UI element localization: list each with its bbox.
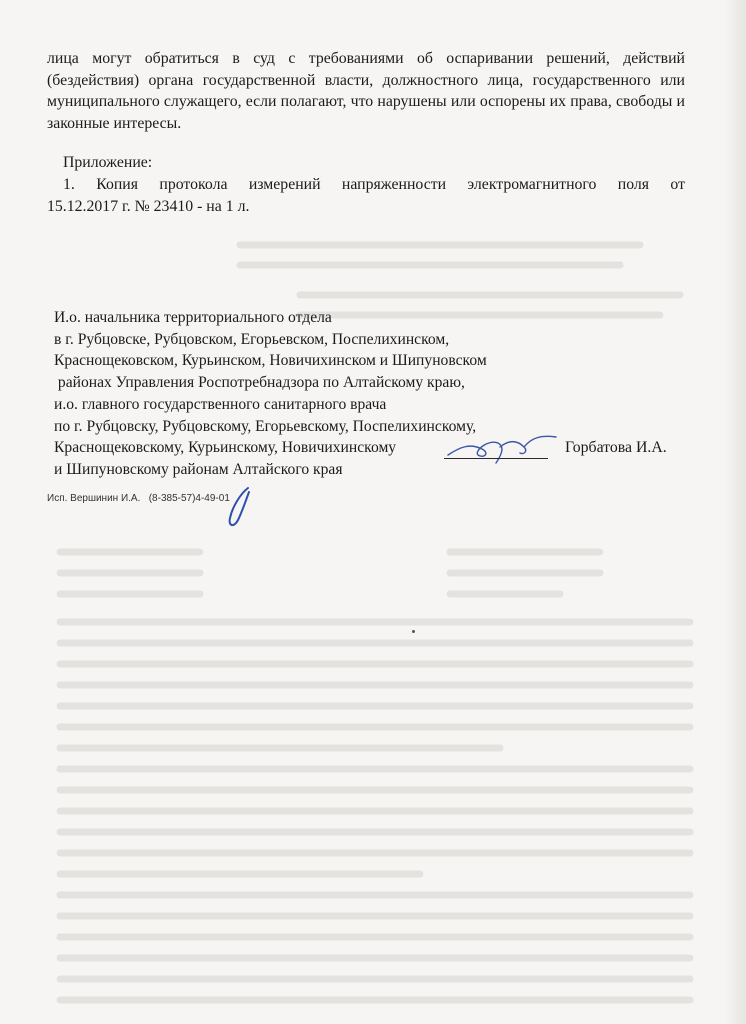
signatory-title-line: И.о. начальника территориального отдела xyxy=(54,309,332,326)
attachment-item-line-2: 15.12.2017 г. № 23410 - на 1 л. xyxy=(47,197,250,215)
attachment-item xyxy=(47,174,685,217)
signatory-title-line: Краснощековскому, Курьинскому, Новичихинскому xyxy=(54,439,397,457)
signatory-title-line: по г. Рубцовску, Рубцовскому, Егорьевскому, Поспелихинскому, xyxy=(54,417,477,435)
signatory-title-line: районах Управления Роспотребнадзора по Алтайскому краю, xyxy=(54,374,465,392)
ink-initial-mark xyxy=(222,484,256,530)
signatory-title-block xyxy=(46,307,487,481)
executor-info: Исп. Вершинин И.А. (8-385-57)4-49-01 xyxy=(47,493,230,504)
attachment-item-line-1: 1. Копия протокола измерений напряженности электромагнитного поля от xyxy=(63,176,685,193)
handwritten-signature xyxy=(440,425,570,465)
page-speck xyxy=(412,630,415,633)
rights-paragraph: лица могут обратиться в суд с требованиями об оспаривании решений, действий (бездействия) органа государственной власти, должностного лица, государственного или муниципального служащего, если полагают, что нарушены или оспорены их права, свободы и законные интересы. xyxy=(47,50,685,132)
signatory-name: Горбатова И.А. xyxy=(565,439,667,456)
signatory-title-line: и Шипуновскому районам Алтайского края xyxy=(54,460,343,478)
attachment-heading: Приложение: xyxy=(63,154,153,171)
signature-underline xyxy=(444,458,548,459)
signatory-title-line: Краснощековском, Курьинском, Новичихинском и Шипуновском xyxy=(54,352,487,370)
signatory-title-line: и.о. главного государственного санитарного врача xyxy=(54,395,387,413)
signatory-title-line: в г. Рубцовске, Рубцовском, Егорьевском, Поспелихинском, xyxy=(54,330,450,348)
